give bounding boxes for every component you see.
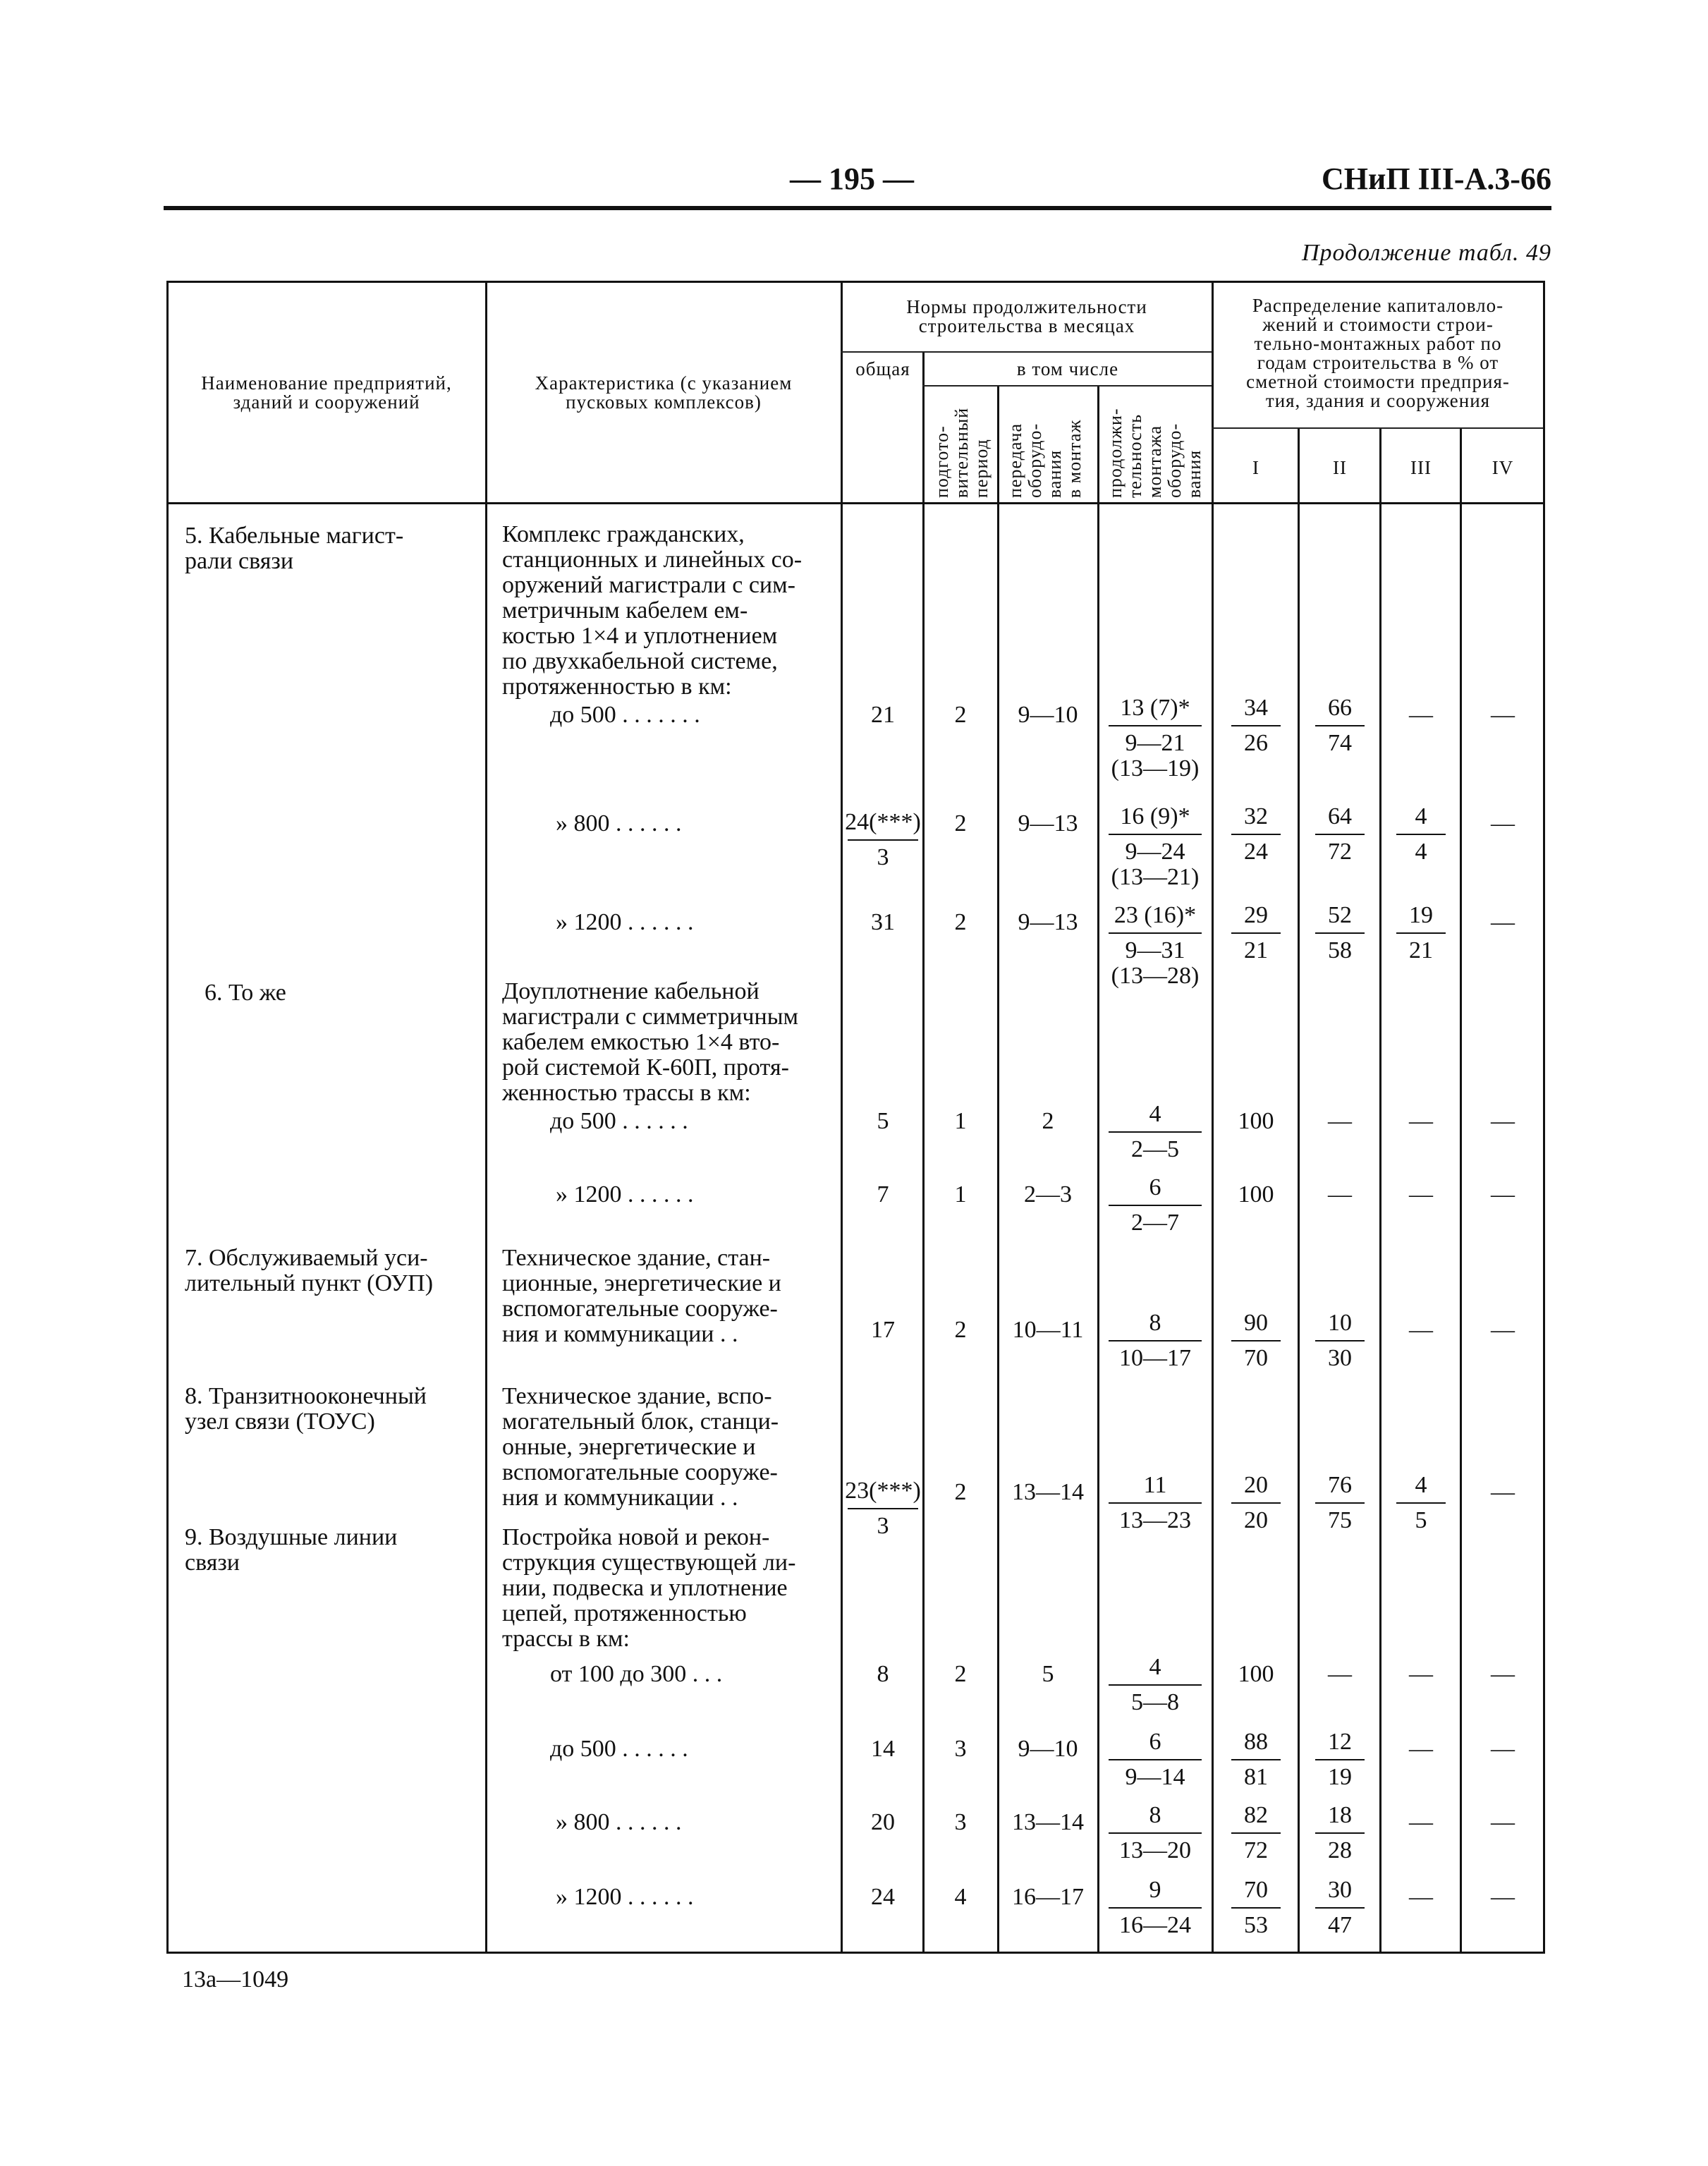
year-share-3: — (1409, 1181, 1433, 1207)
install-top: 6 (1149, 1729, 1161, 1755)
col-divider (1460, 429, 1462, 1954)
year-share-2: — (1328, 1181, 1352, 1207)
total-duration: 24 (871, 1884, 895, 1910)
prep-period: 3 (954, 1736, 967, 1762)
header-characteristic: Характеристика (с указанием пусковых комплексов) (535, 372, 793, 413)
row-label: до 500 . . . . . . (550, 1736, 688, 1762)
year-share-2: — (1328, 1108, 1352, 1134)
total-duration: 8 (877, 1661, 889, 1687)
year-share-2 (1300, 1803, 1379, 1863)
prep-period: 2 (954, 1317, 967, 1343)
year-share-4: — (1491, 1809, 1515, 1835)
year-share-bottom: 28 (1328, 1837, 1352, 1863)
install-top: 8 (1149, 1802, 1161, 1828)
row-label: от 100 до 300 . . . (550, 1661, 723, 1687)
year-share-top: 4 (1415, 803, 1427, 829)
total-bottom: 3 (877, 844, 889, 870)
item-name: 5. Кабельные магист- рали связи (185, 523, 404, 574)
year-share-2 (1300, 1310, 1379, 1371)
year-share-1: 100 (1238, 1181, 1274, 1207)
year-share-bottom: 81 (1244, 1764, 1268, 1790)
year-share-top: 18 (1328, 1802, 1352, 1828)
col-divider (1298, 429, 1300, 1954)
total-duration: 5 (877, 1108, 889, 1134)
install-bottom: 9—24 (13—21) (1111, 839, 1200, 890)
install-duration (1100, 804, 1210, 890)
prep-period: 2 (954, 702, 967, 728)
year-share-3: — (1409, 1108, 1433, 1134)
total-duration: 20 (871, 1809, 895, 1835)
item-name: 9. Воздушные линии связи (185, 1524, 398, 1576)
header-including: в том числе (1016, 358, 1119, 379)
year-share-3: — (1409, 1736, 1433, 1762)
year-share-bottom: 74 (1328, 730, 1352, 756)
item-name: 8. Транзитнооконечный узел связи (ТОУС) (185, 1383, 427, 1435)
total-duration: 7 (877, 1181, 889, 1207)
year-share-top: 64 (1328, 803, 1352, 829)
install-duration (1100, 1175, 1210, 1236)
year-share-1 (1214, 695, 1298, 756)
year-share-4: — (1491, 1317, 1515, 1343)
footer-signature: 13а—1049 (182, 1966, 289, 1992)
document-code: СНиП III-А.3-66 (1321, 162, 1551, 196)
year-share-1 (1214, 1878, 1298, 1938)
col-divider (997, 387, 999, 1954)
year-share-1: 100 (1238, 1661, 1274, 1687)
year-share-top: 20 (1244, 1472, 1268, 1498)
header-year-2: II (1333, 457, 1347, 478)
year-share-3: — (1409, 1317, 1433, 1343)
header-norms: Нормы продолжительности строительства в месяцах (906, 296, 1147, 336)
year-share-2 (1300, 1473, 1379, 1533)
col-divider (841, 281, 843, 1954)
header-year-3: III (1410, 457, 1432, 478)
year-share-bottom: 70 (1244, 1345, 1268, 1371)
total-duration: 21 (871, 702, 895, 728)
prep-period: 2 (954, 909, 967, 935)
year-share-1 (1214, 1310, 1298, 1371)
year-share-bottom: 53 (1244, 1912, 1268, 1938)
page-number: — 195 — (790, 162, 914, 196)
year-share-top: 4 (1415, 1472, 1427, 1498)
year-share-4: — (1491, 810, 1515, 836)
install-bottom: 9—21 (13—19) (1111, 730, 1200, 781)
year-share-1 (1214, 1729, 1298, 1790)
table-border-top (166, 281, 1545, 283)
col-divider (922, 353, 925, 1954)
equipment-transfer: 2 (1042, 1108, 1054, 1134)
prep-period: 2 (954, 810, 967, 836)
row-label: » 1200 . . . . . . (556, 1884, 694, 1910)
year-share-3: — (1409, 1884, 1433, 1910)
year-share-top: 70 (1244, 1877, 1268, 1903)
equipment-transfer: 9—13 (1018, 810, 1078, 836)
year-share-1 (1214, 903, 1298, 963)
item-name: 7. Обслуживаемый уси- лительный пункт (ОУП) (185, 1245, 434, 1296)
install-duration (1100, 1878, 1210, 1938)
install-top: 4 (1149, 1654, 1161, 1680)
year-share-1 (1214, 804, 1298, 865)
year-share-bottom: 58 (1328, 937, 1352, 963)
year-share-bottom: 5 (1415, 1507, 1427, 1533)
equipment-transfer: 5 (1042, 1661, 1054, 1687)
equipment-transfer: 9—10 (1018, 702, 1078, 728)
year-share-3: — (1409, 1809, 1433, 1835)
item-characteristic: Техническое здание, стан- ционные, энергетические и вспомогательные сооруже- ния и коммуникации . . (502, 1245, 781, 1347)
header-year-4: IV (1492, 457, 1514, 478)
year-share-2 (1300, 903, 1379, 963)
year-share-bottom: 75 (1328, 1507, 1352, 1533)
item-characteristic: Доуплотнение кабельной магистрали с симметричным кабелем емкостью 1×4 вто- рой системой К-60П, протя- женностью трассы в км: (502, 978, 799, 1106)
year-share-4: — (1491, 1181, 1515, 1207)
install-top: 16 (9)* (1120, 803, 1190, 829)
total-duration: 14 (871, 1736, 895, 1762)
header-transfer: передача оборудо- вания в монтаж (1005, 419, 1085, 498)
col-divider (1379, 429, 1381, 1954)
year-share-2 (1300, 804, 1379, 865)
table-border-bottom (166, 1952, 1545, 1954)
install-bottom: 16—24 (1119, 1912, 1191, 1938)
item-characteristic: Техническое здание, вспо- могательный блок, станци- онные, энергетические и вспомогательные сооруже- ния и коммуникации . . (502, 1383, 779, 1511)
year-share-top: 12 (1328, 1729, 1352, 1755)
install-top: 8 (1149, 1310, 1161, 1336)
year-share-1 (1214, 1803, 1298, 1863)
prep-period: 1 (954, 1181, 967, 1207)
table-border-left (166, 281, 169, 1954)
install-top: 23 (16)* (1114, 902, 1197, 928)
total-bottom: 3 (877, 1513, 889, 1539)
year-share-top: 66 (1328, 695, 1352, 721)
install-duration (1100, 1655, 1210, 1715)
install-bottom: 9—14 (1125, 1764, 1185, 1790)
install-top: 13 (7)* (1120, 695, 1190, 721)
install-bottom: 2—7 (1131, 1210, 1179, 1236)
equipment-transfer: 2—3 (1024, 1181, 1072, 1207)
col-divider (485, 281, 487, 1954)
table-header-bottom (166, 502, 1545, 504)
year-share-bottom: 4 (1415, 839, 1427, 865)
year-share-top: 32 (1244, 803, 1268, 829)
install-duration (1100, 1729, 1210, 1790)
year-share-4: — (1491, 1479, 1515, 1505)
year-share-3 (1382, 804, 1460, 865)
install-bottom: 2—5 (1131, 1136, 1179, 1162)
year-share-4: — (1491, 1736, 1515, 1762)
year-share-2 (1300, 1729, 1379, 1790)
year-share-1: 100 (1238, 1108, 1274, 1134)
year-share-2: — (1328, 1661, 1352, 1687)
table-border-right (1543, 281, 1545, 1954)
equipment-transfer: 10—11 (1012, 1317, 1084, 1343)
col-divider (1212, 281, 1214, 1954)
row-label: » 800 . . . . . . (556, 1809, 682, 1835)
install-duration (1100, 903, 1210, 989)
install-top: 4 (1149, 1101, 1161, 1127)
year-share-bottom: 19 (1328, 1764, 1352, 1790)
equipment-transfer: 13—14 (1012, 1479, 1084, 1505)
prep-period: 1 (954, 1108, 967, 1134)
year-share-bottom: 26 (1244, 730, 1268, 756)
header-rule (164, 206, 1551, 210)
year-share-4: — (1491, 1884, 1515, 1910)
year-share-top: 88 (1244, 1729, 1268, 1755)
year-share-top: 52 (1328, 902, 1352, 928)
header-distribution: Распределение капиталовло- жений и стоимости строи- тельно-монтажных работ по годам строительства в % от сметной стоимости предприя- тия, здания и сооружения (1246, 295, 1510, 411)
install-bottom: 13—23 (1119, 1507, 1191, 1533)
row-label: до 500 . . . . . . (550, 1108, 688, 1134)
table-caption: Продолжение табл. 49 (1301, 240, 1551, 266)
total-duration (843, 1478, 922, 1539)
total-top: 23(***) (845, 1478, 921, 1504)
year-share-bottom: 47 (1328, 1912, 1352, 1938)
total-duration: 31 (871, 909, 895, 935)
header-name: Наименование предприятий, зданий и сооружений (201, 372, 452, 413)
install-duration (1100, 1102, 1210, 1162)
equipment-transfer: 9—10 (1018, 1736, 1078, 1762)
header-divider (1212, 427, 1543, 429)
header-divider (922, 385, 1212, 387)
year-share-top: 76 (1328, 1472, 1352, 1498)
item-name: 6. То же (205, 980, 286, 1006)
prep-period: 2 (954, 1661, 967, 1687)
row-label: » 1200 . . . . . . (556, 909, 694, 935)
year-share-4: — (1491, 909, 1515, 935)
year-share-2 (1300, 695, 1379, 756)
year-share-top: 34 (1244, 695, 1268, 721)
prep-period: 2 (954, 1479, 967, 1505)
year-share-4: — (1491, 702, 1515, 728)
year-share-3 (1382, 1473, 1460, 1533)
total-duration: 17 (871, 1317, 895, 1343)
year-share-top: 82 (1244, 1802, 1268, 1828)
prep-period: 3 (954, 1809, 967, 1835)
header-install: продолжи- тельность монтажа оборудо- вания (1105, 408, 1204, 498)
header-divider (841, 351, 1212, 353)
item-characteristic: Постройка новой и рекон- струкция существующей ли- нии, подвеска и уплотнение цепей, протяженностью трассы в км: (502, 1524, 796, 1652)
header-total: общая (855, 358, 910, 379)
row-label: до 500 . . . . . . . (550, 702, 700, 728)
year-share-bottom: 20 (1244, 1507, 1268, 1533)
total-top: 24(***) (845, 809, 921, 835)
year-share-top: 19 (1409, 902, 1433, 928)
install-top: 6 (1149, 1174, 1161, 1200)
year-share-bottom: 21 (1409, 937, 1433, 963)
install-duration (1100, 1473, 1210, 1533)
equipment-transfer: 16—17 (1012, 1884, 1084, 1910)
year-share-bottom: 72 (1328, 839, 1352, 865)
year-share-3 (1382, 903, 1460, 963)
year-share-3: — (1409, 702, 1433, 728)
year-share-top: 30 (1328, 1877, 1352, 1903)
install-duration (1100, 695, 1210, 781)
install-top: 9 (1149, 1877, 1161, 1903)
year-share-bottom: 24 (1244, 839, 1268, 865)
install-top: 11 (1143, 1472, 1167, 1498)
install-bottom: 13—20 (1119, 1837, 1191, 1863)
install-duration (1100, 1310, 1210, 1371)
total-duration (843, 810, 922, 870)
year-share-4: — (1491, 1108, 1515, 1134)
row-label: » 800 . . . . . . (556, 810, 682, 836)
col-divider (1097, 387, 1099, 1954)
year-share-bottom: 72 (1244, 1837, 1268, 1863)
year-share-top: 29 (1244, 902, 1268, 928)
equipment-transfer: 13—14 (1012, 1809, 1084, 1835)
install-duration (1100, 1803, 1210, 1863)
install-bottom: 10—17 (1119, 1345, 1191, 1371)
year-share-top: 10 (1328, 1310, 1352, 1336)
year-share-1 (1214, 1473, 1298, 1533)
year-share-bottom: 21 (1244, 937, 1268, 963)
equipment-transfer: 9—13 (1018, 909, 1078, 935)
row-label: » 1200 . . . . . . (556, 1181, 694, 1207)
prep-period: 4 (954, 1884, 967, 1910)
year-share-4: — (1491, 1661, 1515, 1687)
year-share-3: — (1409, 1661, 1433, 1687)
header-prep: подгото- вительный период (932, 407, 992, 498)
year-share-2 (1300, 1878, 1379, 1938)
year-share-top: 90 (1244, 1310, 1268, 1336)
install-bottom: 5—8 (1131, 1689, 1179, 1715)
header-year-1: I (1252, 457, 1259, 478)
item-characteristic: Комплекс гражданских, станционных и линейных со- оружений магистрали с сим- метричным кабелем ем- костью 1×4 и уплотнением по двухкабельной системе, протяженностью в км: (502, 521, 803, 700)
year-share-bottom: 30 (1328, 1345, 1352, 1371)
install-bottom: 9—31 (13—28) (1111, 937, 1200, 989)
